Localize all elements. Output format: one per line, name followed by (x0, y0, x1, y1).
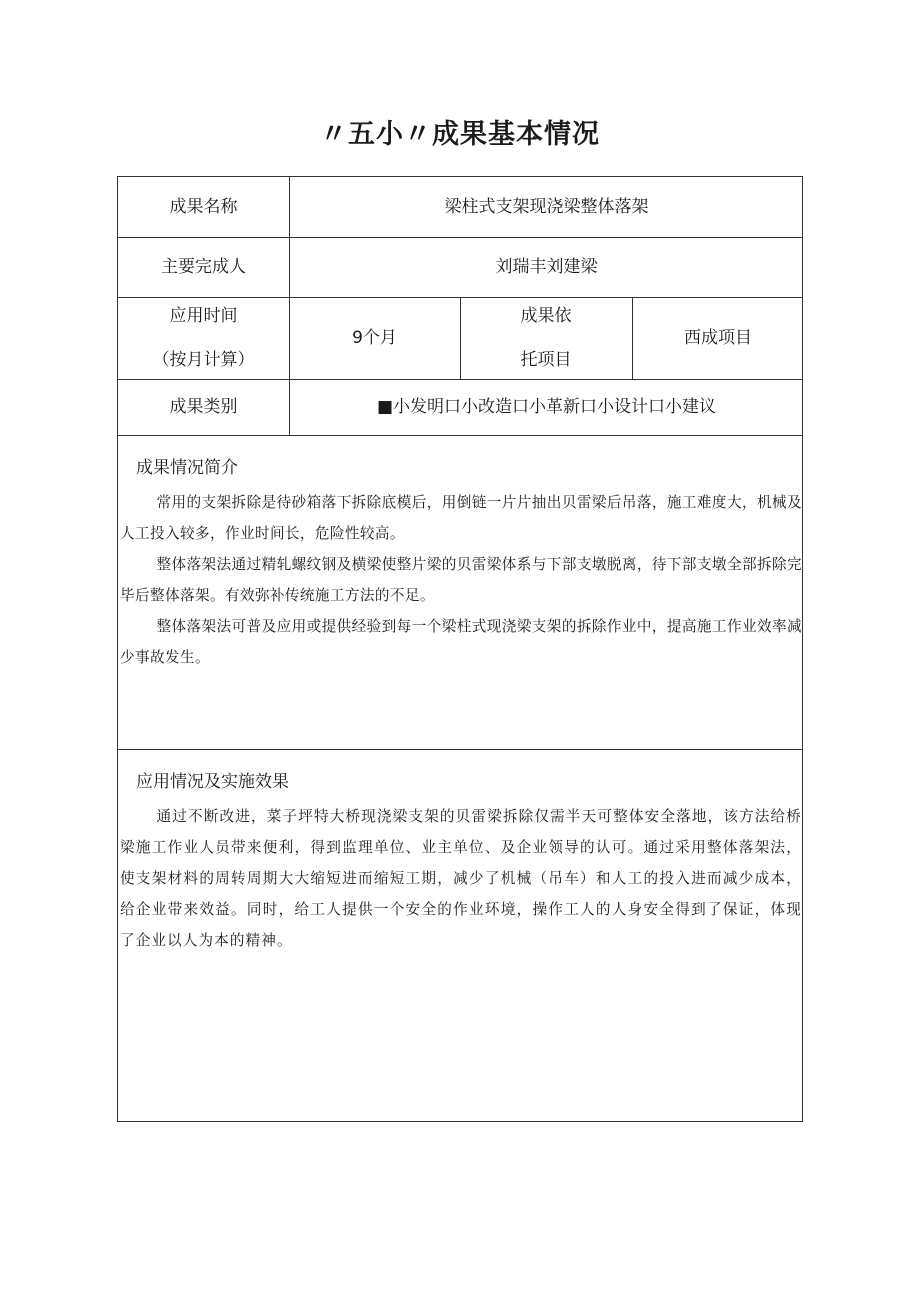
name-value: 梁柱式支架现浇梁整体落架 (444, 197, 649, 217)
project-value: 西成项目 (684, 328, 752, 348)
summary-heading: 成果情况简介 (136, 458, 238, 478)
row-divider (118, 435, 802, 436)
time-label-line1: 应用时间 (169, 306, 238, 326)
time-label-line2: （按月计算） (152, 350, 255, 370)
summary-paragraph: 整体落架法可普及应用或提供经验到每一个梁柱式现浇梁支架的拆除作业中，提高施工作业效率减少事故发生。 (120, 618, 802, 666)
time-label (118, 297, 289, 379)
info-table (117, 176, 803, 1122)
project-label-line1: 成果依 (520, 306, 572, 326)
name-label: 成果名称 (169, 197, 238, 217)
person-label: 主要完成人 (161, 257, 246, 277)
project-label (460, 297, 632, 379)
row-divider (118, 749, 802, 750)
effect-paragraph: 通过不断改进，菜子坪特大桥现浇梁支架的贝雷梁拆除仅需半天可整体安全落地，该方法给桥梁施工作业人员带来便利，得到监理单位、业主单位、及企业领导的认可。通过采用整体落架法，使支架材料的周转周期大大缩短进而缩短工期，减少了机械（吊车）和人工的投入进而减少成本，给企业带来效益。同时，给工人提供一个安全的作业环境，操作工人的人身安全得到了保证，体现了企业以人为本的精神。 (120, 808, 802, 949)
summary-paragraph: 整体落架法通过精轧螺纹钢及横梁使整片梁的贝雷梁体系与下部支墩脱离，待下部支墩全部拆除完毕后整体落架。有效弥补传统施工方法的不足。 (120, 556, 802, 604)
category-label: 成果类别 (169, 397, 238, 417)
effect-heading: 应用情况及实施效果 (136, 772, 289, 792)
person-value: 刘瑞丰刘建梁 (495, 257, 598, 277)
time-value: 9个月 (352, 328, 397, 348)
category-value: ■小发明口小改造口小革新口小设计口小建议 (376, 397, 717, 417)
summary-paragraph: 常用的支架拆除是待砂箱落下拆除底模后，用倒链一片片抽出贝雷梁后吊落，施工难度大，机械及人工投入较多，作业时间长，危险性较高。 (120, 494, 802, 542)
page-title: 〃五小〃成果基本情况 (320, 119, 600, 150)
project-label-line2: 托项目 (520, 350, 572, 370)
